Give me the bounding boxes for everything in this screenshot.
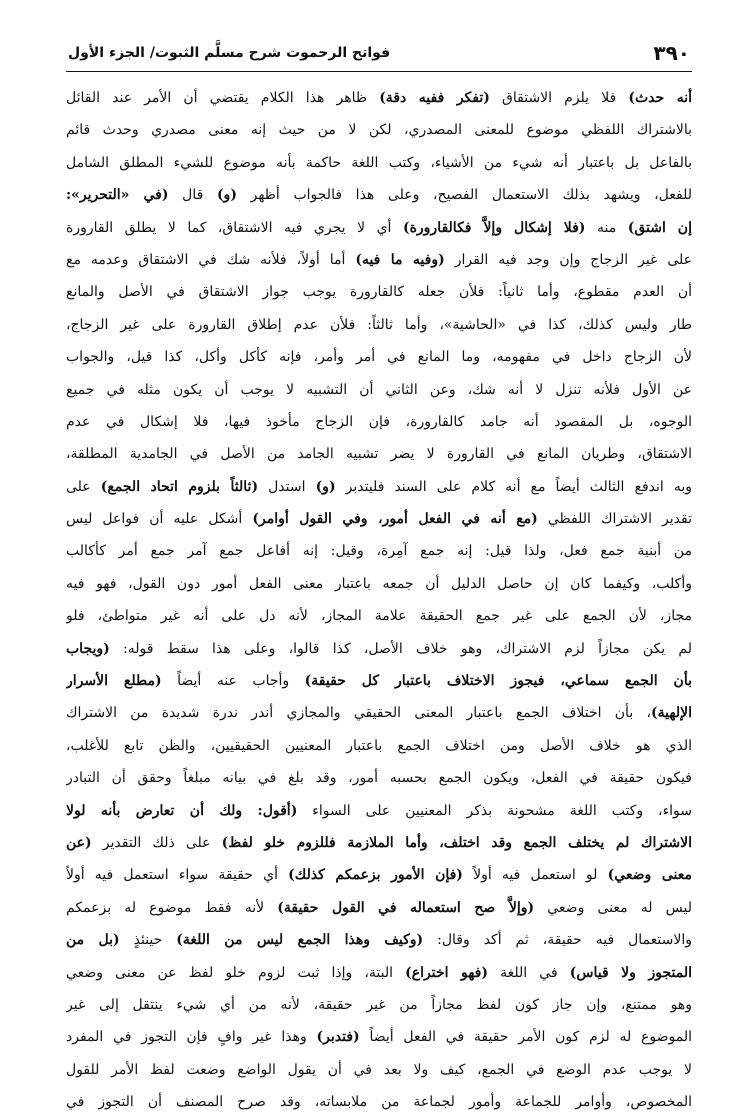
bold-text-segment: (و) (315, 478, 336, 495)
text-segment: أي لا يجري فيه الاشتقاق، كما لا يطلق القارورة (66, 219, 403, 236)
text-segment: للفعل، ويشهد بذلك الاستعمال الفصيح، وعلى هذا فالجواب أظهر (236, 187, 692, 204)
text-line (66, 957, 692, 989)
text-line (66, 568, 692, 600)
text-line (66, 503, 692, 535)
text-segment: مجاز، لأن الجمع على غير جمع الحقيقة علامة المجاز، لأنه دل على أنه غير متواطئ، فلو (66, 608, 692, 625)
text-segment: وأكلب، وكيفما كان إن حاصل الدليل أن جمعه باعتبار معنى الفعل أمور دون القول، فهو فيه (66, 575, 692, 592)
text-line (66, 730, 692, 762)
text-segment: ، بأن اختلاف الجمع باعتبار المعنى الحقيقي والمجازي أندر ندرة شديدة من الاشتراك (66, 705, 652, 722)
text-segment: على ذلك التقدير (91, 834, 222, 851)
text-segment: فلا يلزم الاشتقاق (489, 90, 629, 106)
bold-text-segment: (و) (216, 187, 237, 204)
text-line (66, 147, 692, 179)
text-segment: حينئذٍ (119, 932, 177, 949)
bold-text-segment: (وفيه ما فيه) (355, 251, 445, 268)
text-line (66, 892, 692, 924)
text-segment: المخصوص، وأوامر للجماعة وأمور لجماعة من ملابساته، وقد صرح المصنف أن التجوز في (66, 1094, 692, 1111)
text-line (66, 859, 692, 891)
text-segment: في اللغة (488, 964, 570, 981)
text-segment: سواء، وكتب اللغة مشحونة بذكر المعنيين على السواء (297, 802, 692, 819)
text-line (66, 179, 692, 211)
text-line (66, 438, 692, 470)
text-line (66, 924, 692, 956)
bold-text-segment: أنه حدث) (628, 90, 692, 106)
text-line (66, 795, 692, 827)
text-segment: استدل (258, 478, 316, 495)
text-line (66, 341, 692, 373)
text-segment: وبه اندفع الثالث أيضاً مع أنه كلام على السند فليتدبر (335, 478, 692, 495)
text-line (66, 697, 692, 729)
text-segment: تقدير الاشتراك اللفظي (537, 511, 692, 528)
text-line (66, 1054, 692, 1086)
text-segment: لا يوجب عدم الوضع في الجمع، كيف ولا بعد في أن يقول الواضع وضعت لفظ الأمر للقول (66, 1061, 692, 1078)
bold-text-segment: (ويجاب (66, 640, 110, 657)
text-segment: الوجوه، بل المقصود أنه جامد كالقارورة، فإن الزجاج مأخوذ فيها، فلا إشكال في عدم (66, 413, 692, 430)
bold-text-segment: (وكيف وهذا الجمع ليس من اللغة) (176, 932, 424, 949)
text-segment: لأن الزجاج داخل في مفهومه، وما المانع في أمر وأمر، فإنه كأكل وأكل، كذا قيل، والجواب (66, 349, 692, 366)
text-line (66, 276, 692, 308)
text-segment: وهذا غير وافٍ فإن التجوز في المفرد (66, 1029, 317, 1046)
text-segment: عن الأول فلأنه تنزل لا أنه شك، وعن الثاني أن التشبيه لا يوجب أن يكون مثله في جميع (66, 381, 692, 398)
text-segment: لم يكن مجازاً لزم الاشتراك، وهو خلاف الأصل، كذا قالوا، وعلى هذا سقط قوله: (109, 640, 692, 657)
text-line (66, 471, 692, 503)
running-title: فواتح الرحموت شرح مسلَّم الثبوت/ الجزء الأول (68, 45, 391, 61)
text-segment: وهو ممتنع، وإن جاز كون لفظ مجازاً من غير حقيقة، لأنه من أي شيء ينتقل إلى غير (66, 996, 692, 1013)
bold-text-segment: (فإن الأمور بزعمكم كذلك) (288, 867, 463, 884)
bold-text-segment: (تفكر ففيه دقة) (379, 90, 490, 106)
text-segment: أن العدم مقطوع، وأما ثانياً: فلأن جعله كالقارورة يوجب جواز الاشتقاق في الأصل والمانع (66, 284, 692, 301)
bold-text-segment: (عن (66, 834, 92, 851)
bold-text-segment: (فهو اختراع) (405, 964, 488, 981)
text-segment: على غير الزجاج وإن وجد فيه القرار (444, 251, 692, 268)
text-segment: الاشتقاق، وطريان المانع في القارورة لا يضر تشبيه الجامد من الأصل في الجامدية المطلقة، (66, 446, 692, 463)
text-segment: من أبنية جمع فعل، ولذا قيل: إنه جمع آمِرة، وقيل: إنه أفاعل جمع آمر جمع أمر كأكالب (66, 543, 692, 560)
text-segment: أما أولاً، فلأنه شك في الاشتقاق وعدمه مع (66, 251, 356, 268)
text-line (66, 212, 692, 244)
text-line (66, 633, 692, 665)
bold-text-segment: الإلهية) (651, 705, 692, 722)
text-segment: لأنه فقط موضوع له بزعمكم (66, 899, 278, 916)
bold-text-segment: (ثالثاً بلزوم اتحاد الجمع) (100, 478, 259, 495)
text-segment: الموضوع له لزم كون الأمر حقيقة في الفعل أيضاً (359, 1029, 692, 1046)
bold-text-segment: (بل من (66, 932, 120, 949)
bold-text-segment: المتجوز ولا قياس) (569, 964, 692, 981)
bold-text-segment: بأن الجمع سماعي، فيجوز الاختلاف باعتبار كل حقيقة) (304, 673, 692, 690)
bold-text-segment: (فتدبر) (316, 1029, 360, 1046)
bold-text-segment: (أقول: ولك أن تعارض بأنه لولا (66, 802, 298, 819)
text-line (66, 1021, 692, 1053)
text-line (66, 762, 692, 794)
bold-text-segment: (مع أنه في الفعل أمور، وفي القول أوامر) (252, 511, 538, 528)
text-segment: طار وليس كذلك، كذا في «الحاشية»، وأما ثالثاً: فلأن عدم إطلاق القارورة على غير الزجاج، (66, 316, 692, 333)
bold-text-segment: (وإلاَّ صح استعماله في القول حقيقة) (277, 899, 535, 916)
text-line (66, 244, 692, 276)
header-divider (66, 71, 692, 72)
text-segment: ليس له معنى وضعي (534, 899, 692, 916)
text-segment: الذي هو خلاف الأصل ومن اختلاف الجمع باعتبار المعنيين الحقيقيين، والظن تابع للأغلب، (66, 737, 692, 754)
page-number: ٣٩٠ (653, 41, 690, 65)
text-line (66, 827, 692, 859)
text-line (66, 374, 692, 406)
bold-text-segment: (فلا إشكال وإلاَّ فكالقارورة) (402, 219, 586, 236)
text-segment: قال (168, 187, 217, 204)
bold-text-segment: إن اشتق) (627, 219, 692, 236)
text-segment: البتة، وإذا ثبت لزوم خلو لفظ عن معنى وضعي (66, 964, 406, 981)
text-segment: منه (585, 219, 628, 236)
text-segment: بالاشتراك اللفظي موضوع للمعنى المصدري، لكن لا من حيث إنه معنى مصدري وحدث قائم (66, 122, 692, 139)
text-line (66, 114, 692, 146)
text-segment: أشكل عليه أن فواعل ليس (66, 511, 253, 528)
text-segment: على (66, 478, 101, 495)
text-line (66, 989, 692, 1021)
bold-text-segment: الاشتراك لم يختلف الجمع وقد اختلف، وأما الملازمة فللزوم خلو لفظ) (221, 834, 692, 851)
body-text (66, 82, 692, 1119)
text-line (66, 82, 692, 114)
text-line (66, 309, 692, 341)
text-line (66, 535, 692, 567)
text-segment: ظاهر هذا الكلام يقتضي أن الأمر عند القائل (66, 90, 380, 106)
text-line (66, 600, 692, 632)
page-header (68, 36, 690, 70)
text-segment: أي حقيقة سواء استعمل فيه أولاً (66, 867, 289, 884)
text-line (66, 665, 692, 697)
text-segment: والاستعمال فيه حقيقة، ثم أكد وقال: (423, 932, 692, 949)
text-segment: لو استعمل فيه أولاً (462, 867, 608, 884)
text-line (66, 406, 692, 438)
text-segment: فيكون حقيقة في الفعل، ويكون الجمع بحسبه أمور، وقد بلغ في بيانه مبلغاً وحقق أن التبادر (66, 770, 692, 787)
bold-text-segment: (في «التحرير»: (66, 187, 169, 204)
bold-text-segment: معنى وضعي) (607, 867, 692, 884)
text-segment: بالفاعل بل باعتبار أنه شيء من الأشياء، وكتب اللغة حاكمة بأنه موضوع للشيء المطلق الشامل (66, 154, 692, 171)
text-segment: وأجاب عنه أيضاً (161, 673, 305, 690)
bold-text-segment: (مطلع الأسرار (66, 673, 162, 690)
